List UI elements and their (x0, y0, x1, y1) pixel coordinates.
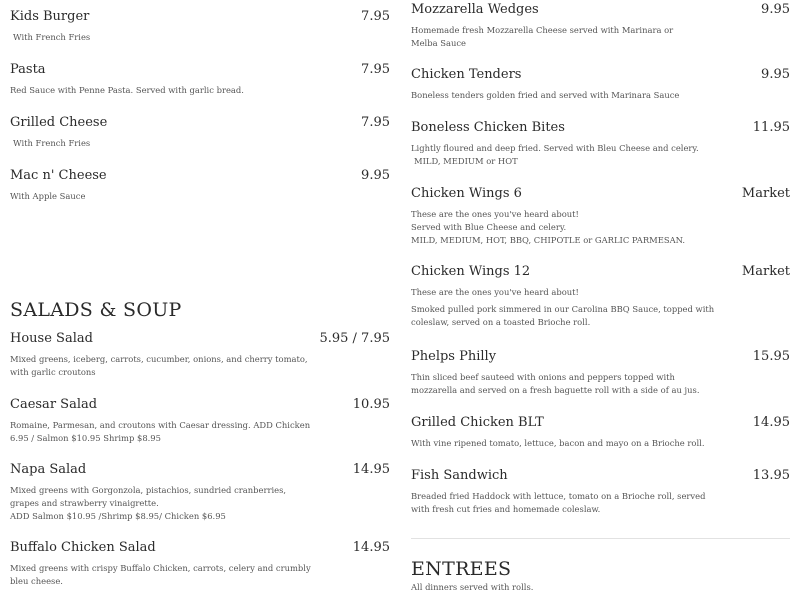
item-price: 9.95 (761, 2, 790, 17)
item-name: Grilled Chicken BLT (411, 415, 544, 430)
description-line: With French Fries (13, 138, 91, 148)
item-price: 9.95 (761, 67, 790, 82)
description-line: These are the ones you've heard about! (411, 209, 579, 219)
description-line: With Apple Sauce (10, 191, 86, 201)
description-line: ADD Salmon $10.95 /Shrimp $8.95/ Chicken $6.95 (10, 511, 226, 521)
description-line: These are the ones you've heard about! (411, 287, 579, 297)
description-line: With French Fries (13, 32, 91, 42)
section-title-salads-soup: SALADS & SOUP (10, 299, 182, 321)
description-line: mozzarella and served on a fresh baguette roll with a side of au jus. (411, 385, 700, 395)
item-description (411, 24, 741, 50)
section-title-entrees: ENTREES (411, 558, 512, 580)
item-name: Chicken Wings 6 (411, 186, 522, 201)
item-description (411, 286, 741, 299)
item-description (411, 437, 741, 450)
item-price: 7.95 (361, 115, 390, 130)
item-description (411, 490, 741, 516)
item-description (10, 419, 310, 445)
section-subtitle-entrees: All dinners served with rolls. (411, 582, 534, 592)
item-name: Phelps Philly (411, 349, 497, 364)
description-line: Smoked pulled pork simmered in our Carolina BBQ Sauce, topped with (411, 304, 715, 314)
item-price: 14.95 (352, 462, 390, 477)
item-name: Chicken Wings 12 (411, 264, 531, 279)
description-line: Mixed greens with Gorgonzola, pistachios, sundried cranberries, (10, 485, 287, 495)
item-price: 7.95 (361, 62, 390, 77)
description-line: Served with Blue Cheese and celery. (411, 222, 567, 232)
item-description (411, 371, 741, 397)
description-line: Lightly floured and deep fried. Served with Bleu Cheese and celery. (411, 143, 699, 153)
section-divider (411, 538, 790, 539)
description-line: With vine ripened tomato, lettuce, bacon and mayo on a Brioche roll. (411, 438, 705, 448)
item-price: Market (741, 186, 790, 201)
item-name: Napa Salad (10, 462, 87, 477)
item-name: Fish Sandwich (411, 468, 508, 483)
description-line: Mixed greens with crispy Buffalo Chicken, carrots, celery and crumbly (10, 563, 311, 573)
item-price: 5.95 / 7.95 (319, 331, 390, 346)
item-price: 9.95 (361, 168, 390, 183)
item-description (10, 484, 310, 523)
item-price: 14.95 (752, 415, 790, 430)
item-description (10, 190, 310, 203)
item-price: 7.95 (361, 9, 390, 24)
description-line: with fresh cut fries and homemade coleslaw. (411, 504, 601, 514)
item-description (10, 562, 310, 588)
item-name: Kids Burger (10, 9, 90, 24)
item-name: Boneless Chicken Bites (411, 120, 565, 135)
item-name: Mozzarella Wedges (411, 2, 539, 17)
item-price: 13.95 (752, 468, 790, 483)
item-description (411, 208, 741, 247)
item-description (10, 84, 310, 97)
item-name: Mac n' Cheese (10, 168, 107, 183)
description-line: grapes and strawberry vinaigrette. (10, 498, 159, 508)
description-line: coleslaw, served on a toasted Brioche roll. (411, 317, 591, 327)
description-line: bleu cheese. (10, 576, 63, 586)
item-name: Pasta (10, 62, 46, 77)
description-line: Romaine, Parmesan, and croutons with Caesar dressing. ADD Chicken (10, 420, 311, 430)
item-description (411, 142, 741, 168)
item-description (10, 31, 310, 44)
description-line: MILD, MEDIUM, HOT, BBQ, CHIPOTLE or GARLIC PARMESAN. (411, 235, 686, 245)
description-line: 6.95 / Salmon $10.95 Shrimp $8.95 (10, 433, 161, 443)
item-name: Grilled Cheese (10, 115, 108, 130)
item-description (10, 353, 310, 379)
description-line: Red Sauce with Penne Pasta. Served with garlic bread. (10, 85, 244, 95)
description-line: Melba Sauce (411, 38, 466, 48)
item-name: Caesar Salad (10, 397, 98, 412)
description-line: Boneless tenders golden fried and served with Marinara Sauce (411, 90, 680, 100)
item-name: Buffalo Chicken Salad (10, 540, 156, 555)
item-description (10, 137, 310, 150)
item-name: House Salad (10, 331, 93, 346)
item-description (411, 89, 741, 102)
description-line: Breaded fried Haddock with lettuce, tomato on a Brioche roll, served (411, 491, 706, 501)
description-line: Thin sliced beef sauteed with onions and peppers topped with (411, 372, 675, 382)
item-price: 11.95 (752, 120, 790, 135)
item-price: 15.95 (752, 349, 790, 364)
item-name: Chicken Tenders (411, 67, 522, 82)
description-line: MILD, MEDIUM or HOT (414, 156, 518, 166)
description-line: with garlic croutons (10, 367, 96, 377)
bbq-description (411, 303, 741, 329)
description-line: Homemade fresh Mozzarella Cheese served with Marinara or (411, 25, 674, 35)
description-line: Mixed greens, iceberg, carrots, cucumber, onions, and cherry tomato, (10, 354, 308, 364)
item-price: 10.95 (352, 397, 390, 412)
item-price: Market (741, 264, 790, 279)
item-price: 14.95 (352, 540, 390, 555)
